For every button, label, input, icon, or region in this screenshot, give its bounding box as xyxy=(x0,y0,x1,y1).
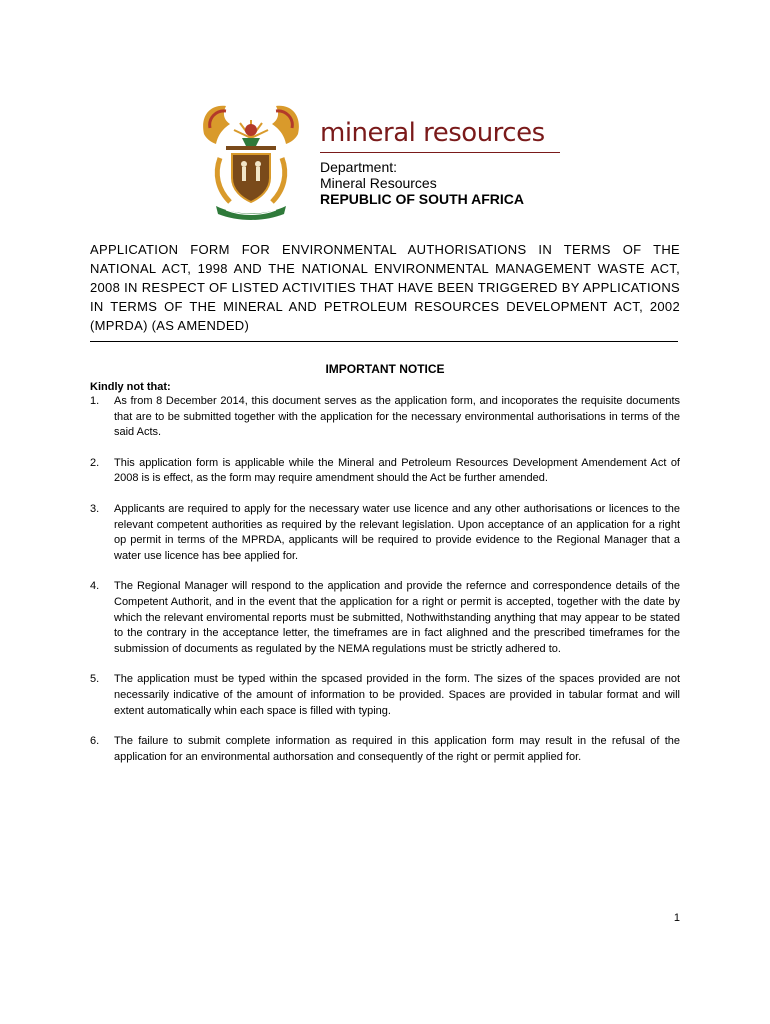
list-item xyxy=(90,502,680,564)
department-brand xyxy=(320,118,570,208)
coat-of-arms-icon xyxy=(196,98,306,224)
list-item-text: This application form is applicable while the Mineral and Petroleum Resources Development Amendement Act of 2008 is is effect, as the form may require amendment should the Act be further amended. xyxy=(114,456,680,485)
list-item xyxy=(90,394,680,441)
list-item-number: 3. xyxy=(90,502,100,515)
list-item xyxy=(90,579,680,657)
list-item-text: The Regional Manager will respond to the application and provide the refernce and correspondence details of the Competent Authorit, and in the event that the application for a right or permit is accepted, together with the date by which the relevant enviromental reports must be submitted, Nothwithstanding anything that may appear to be stated to the contrary in the acceptance letter, the timeframes are in fact alighned and the prescribed timeframes for the submission of documents as regulated by the NEMA regulations must be strictly adhered to. xyxy=(114,580,680,655)
title-divider xyxy=(90,341,678,342)
notice-list xyxy=(90,394,680,765)
notice-intro: Kindly not that: xyxy=(90,381,171,393)
list-item-number: 2. xyxy=(90,456,100,469)
brand-title: mineral resources xyxy=(320,118,545,148)
list-item-number: 4. xyxy=(90,580,100,593)
department-header xyxy=(196,98,576,228)
list-item xyxy=(90,672,680,719)
notice-heading: IMPORTANT NOTICE xyxy=(325,362,445,376)
list-item-text: Applicants are required to apply for the necessary water use licence and any other authorisations or licences to the relevant competent authorities as required by the relevant legislation. Upon acceptance of an application for a right op permit in terms of the MPRDA, applicants will be required to provide evidence to the Regional Manager that a water use licence has bee applied for. xyxy=(114,502,680,562)
list-item xyxy=(90,456,680,487)
department-name: Mineral Resources xyxy=(320,175,437,191)
list-item-text: The failure to submit complete information as required in this application form may result in the refusal of the application for an environmental authorsation and consequently of the right or permit applied for. xyxy=(114,735,680,763)
list-item-number: 1. xyxy=(90,395,100,407)
page-number: 1 xyxy=(673,912,680,924)
list-item-number: 5. xyxy=(90,673,100,686)
list-item-number: 6. xyxy=(90,735,100,748)
brand-divider xyxy=(320,152,560,153)
list-item-text: As from 8 December 2014, this document serves as the application form, and incoporates the requisite documents that are to be submitted together with the application for the necessary environmental authorisations in terms of the said Acts. xyxy=(114,395,680,439)
department-label: Department: xyxy=(320,159,398,175)
list-item xyxy=(90,734,680,765)
list-item-text: The application must be typed within the spcased provided in the form. The sizes of the spaces provided are not necessarily indicative of the amount of information to be provided. Spaces are provided in tabular format and will extent automatically whin each space is filled with typing. xyxy=(114,673,680,717)
document-title: APPLICATION FORM FOR ENVIRONMENTAL AUTHORISATIONS IN TERMS OF THE NATIONAL ACT, 1998 AND THE NATIONAL ENVIRONMENTAL MANAGEMENT WASTE ACT, 2008 IN RESPECT OF LISTED ACTIVITIES THAT HAVE BEEN TRIGGERED BY APPLICATIONS IN TERMS OF THE MINERAL AND PETROLEUM RESOURCES DEVELOPMENT ACT, 2002 (MPRDA) (AS AMENDED) xyxy=(90,242,680,333)
country-name: REPUBLIC OF SOUTH AFRICA xyxy=(320,191,525,207)
